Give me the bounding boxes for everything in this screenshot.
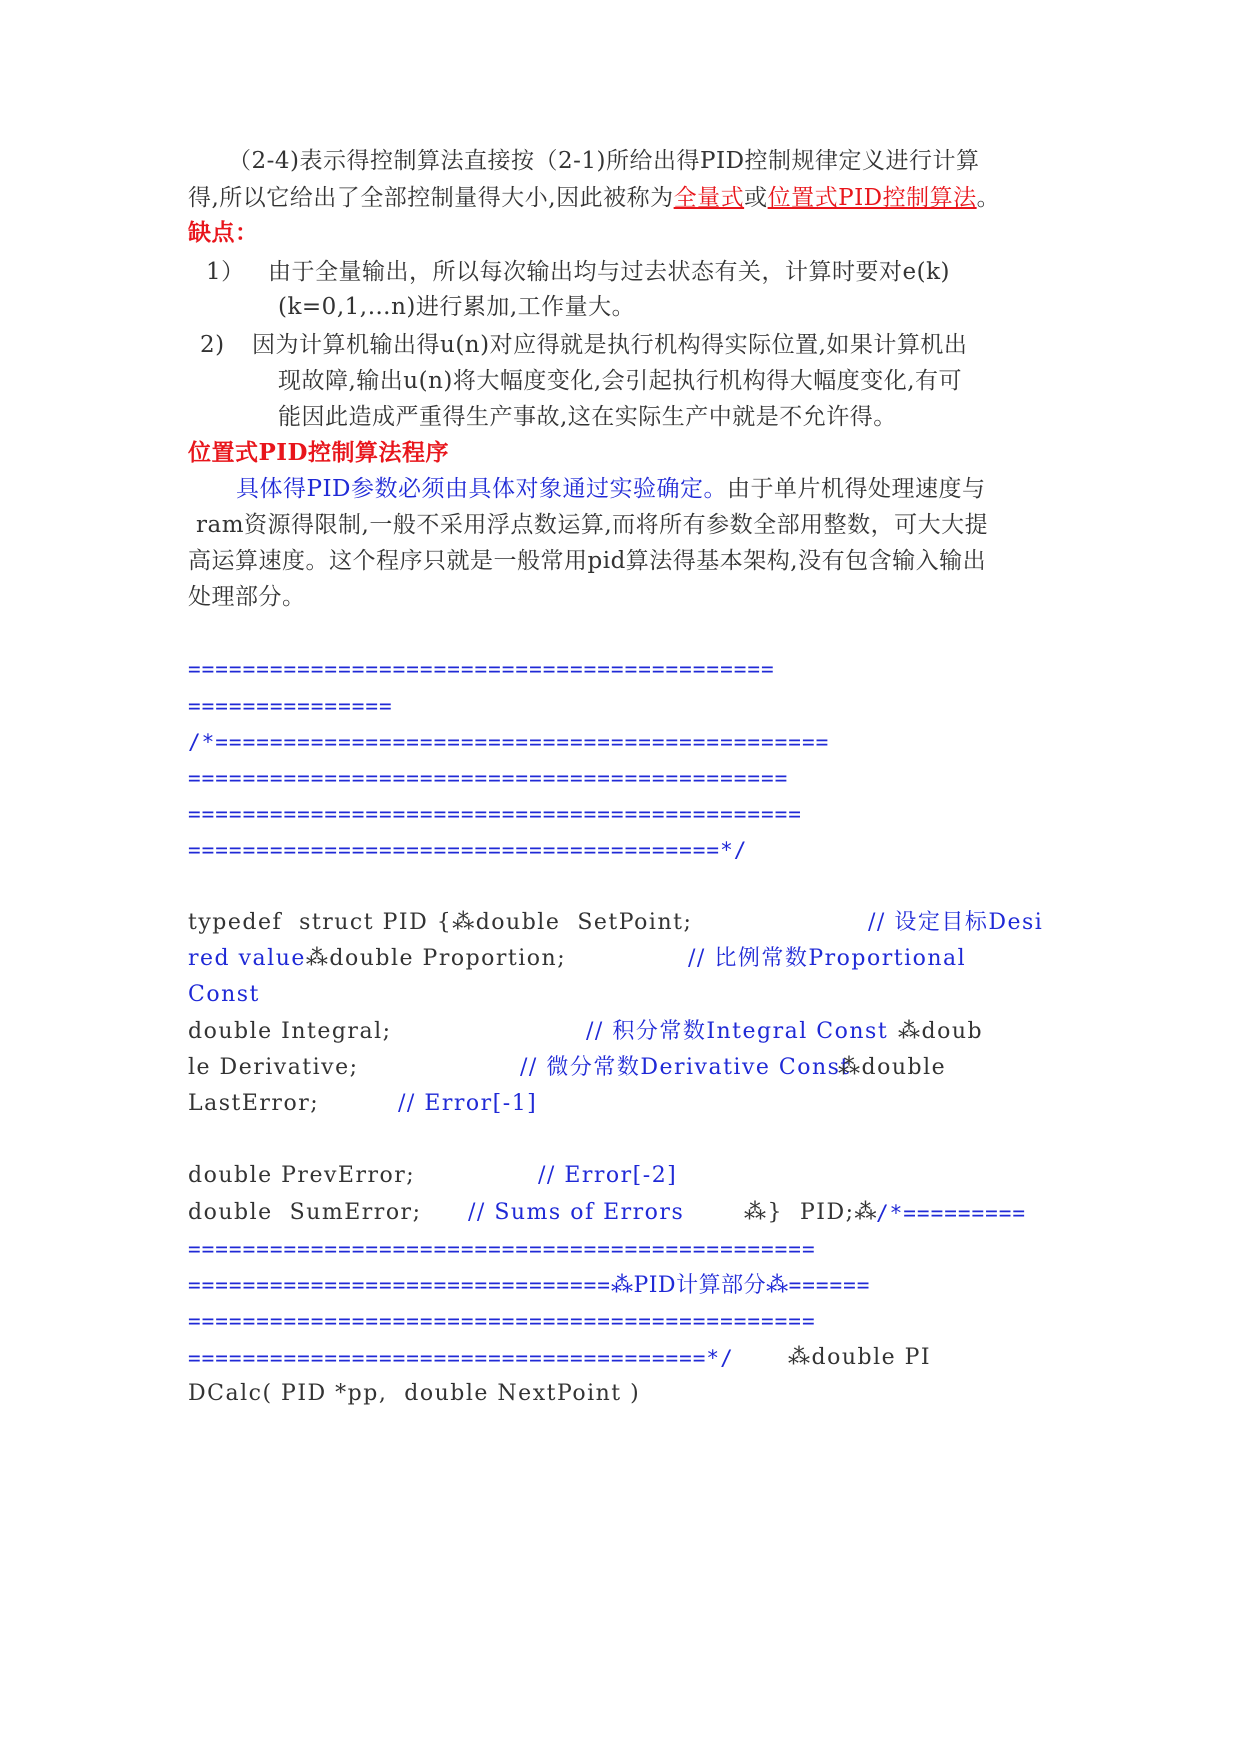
code-line-8-comment: // Sums of Errors <box>468 1200 685 1225</box>
intro-line-2 <box>188 178 1000 218</box>
drawback-2-number: 2) <box>200 332 225 358</box>
code-line-4-code-cont: ⁂doub <box>898 1019 984 1044</box>
code-line-1-comment: // 设定目标Desi <box>868 910 1044 935</box>
code-line-12-code: ⁂double PI <box>788 1345 932 1370</box>
code-line-2-comment: // 比例常数Proportional <box>688 946 967 971</box>
term-position-link[interactable]: 位置式PID控制算法 <box>767 185 977 211</box>
drawback-1-line-2: (k=0,1,…n)进行累加,工作量大。 <box>278 294 636 320</box>
separator-4: ============================================ <box>188 766 789 790</box>
code-line-10-separator-end: ====== <box>788 1273 871 1297</box>
drawback-2-line-2: 现故障,输出u(n)将大幅度变化,会引起执行机构得大幅度变化,有可 <box>278 368 963 394</box>
intro-line-2-text: 得,所以它给出了全部控制量得大小,因此被称为 <box>188 185 674 211</box>
code-line-2-code: ⁂double Proportion; <box>305 946 567 971</box>
intro-line-1: （2-4)表示得控制算法直接按（2-1)所给出得PID控制规律定义进行计算 <box>228 148 980 174</box>
intro-end: 。 <box>976 185 1001 211</box>
code-line-8-code: double SumError; <box>188 1200 422 1225</box>
program-para-line-3: 高运算速度。这个程序只就是一般常用pid算法得基本架构,没有包含输入输出 <box>188 548 987 574</box>
code-line-5 <box>188 1048 947 1088</box>
code-separator-2: ============================================== <box>188 1309 816 1333</box>
code-line-3: Const <box>188 982 260 1007</box>
conj-text: 或 <box>744 185 768 211</box>
code-line-7-code: double PrevError; <box>188 1163 416 1188</box>
code-line-8-code-cont: ⁂} PID;⁂ <box>744 1200 879 1225</box>
code-line-13: DCalc( PID *pp, double NextPoint ) <box>188 1381 641 1406</box>
code-line-6 <box>188 1084 538 1124</box>
code-line-2-comment-cont: red value <box>188 946 306 971</box>
program-title: 位置式PID控制算法程序 <box>188 439 449 466</box>
code-line-6-code: LastError; <box>188 1091 320 1116</box>
separator-5: ============================================= <box>188 802 802 826</box>
code-line-12 <box>188 1338 932 1378</box>
code-line-8-separator: /*========= <box>876 1201 1027 1225</box>
code-line-4 <box>188 1012 984 1052</box>
code-line-2 <box>188 939 967 979</box>
separator-2: =============== <box>188 694 393 718</box>
code-line-1-code: typedef struct PID {⁂double SetPoint; <box>188 910 693 935</box>
code-line-5-code-cont: ⁂double <box>838 1055 947 1080</box>
program-para-highlight: 具体得PID参数必须由具体对象通过实验确定。 <box>236 476 728 502</box>
separator-1: =========================================== <box>188 657 775 681</box>
code-line-10-separator: =============================== <box>188 1273 611 1297</box>
separator-3: /*============================================= <box>188 730 830 754</box>
code-line-6-comment: // Error[-1] <box>398 1091 538 1116</box>
code-line-4-comment: // 积分常数Integral Const <box>586 1019 889 1044</box>
drawback-1-number: 1） <box>206 259 245 285</box>
code-line-7 <box>188 1156 678 1196</box>
code-line-8 <box>188 1193 1027 1233</box>
code-line-4-code: double Integral; <box>188 1019 392 1044</box>
code-line-1 <box>188 903 1044 943</box>
drawback-1-line-1: 由于全量输出，所以每次输出均与过去状态有关，计算时要对e(k) <box>268 259 950 285</box>
code-line-10 <box>188 1265 870 1306</box>
code-line-12-separator: ======================================*/ <box>188 1346 734 1370</box>
program-para-line-1-rest: 由于单片机得处理速度与 <box>727 476 986 502</box>
code-line-5-code: le Derivative; <box>188 1055 359 1080</box>
drawback-2-line-3: 能因此造成严重得生产事故,这在实际生产中就是不允许得。 <box>278 404 897 430</box>
program-para-line-1 <box>236 469 986 509</box>
drawback-2-line-1: 因为计算机输出得u(n)对应得就是执行机构得实际位置,如果计算机出 <box>252 332 968 358</box>
code-line-7-comment: // Error[-2] <box>538 1163 678 1188</box>
drawbacks-title: 缺点： <box>188 219 259 246</box>
code-line-5-comment: // 微分常数Derivative Const <box>520 1055 851 1080</box>
program-para-line-2: ram资源得限制,一般不采用浮点数运算,而将所有参数全部用整数，可大大提 <box>196 512 989 538</box>
pid-calc-section-title: ⁂PID计算部分⁂ <box>610 1273 789 1298</box>
program-para-line-4: 处理部分。 <box>188 584 306 610</box>
separator-6: =======================================*/ <box>188 838 748 862</box>
code-separator-1: ============================================== <box>188 1237 816 1261</box>
term-full-link[interactable]: 全量式 <box>673 185 745 211</box>
